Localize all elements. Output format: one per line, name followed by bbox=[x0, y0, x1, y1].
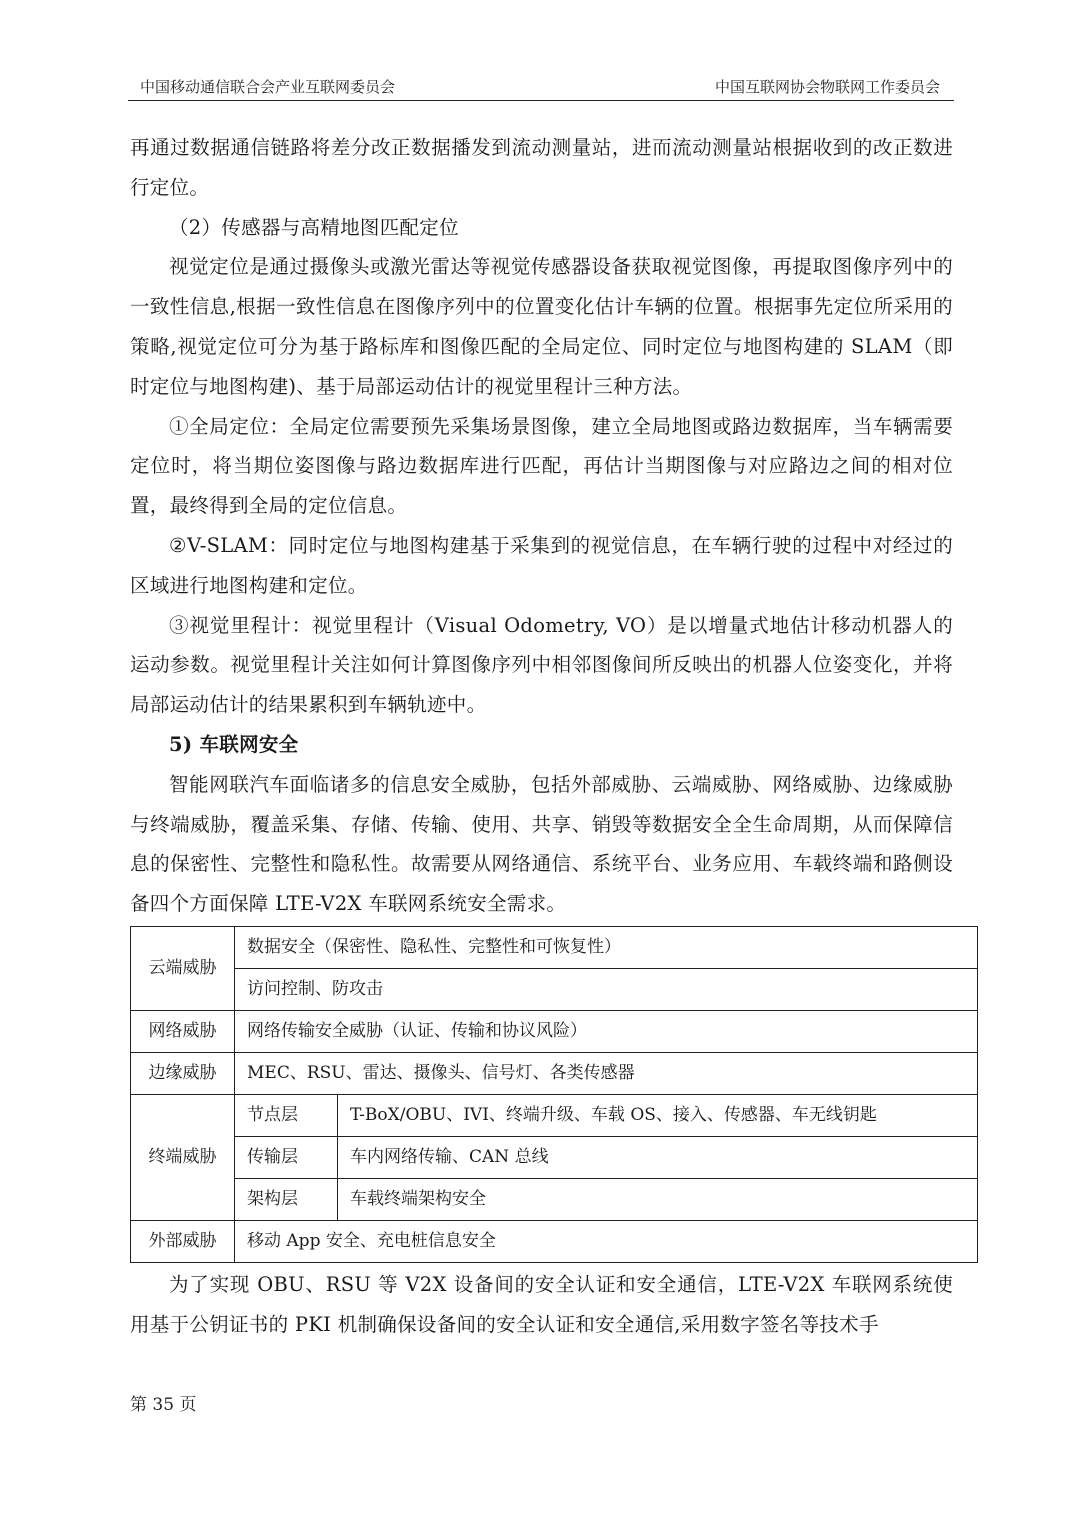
paragraph-visual-positioning: 视觉定位是通过摄像头或激光雷达等视觉传感器设备获取视觉图像，再提取图像序列中的一致性信息,根据一致性信息在图像序列中的位置变化估计车辆的位置。根据事先定位所采用的策略,视觉定位可分为基于路标库和图像匹配的全局定位、同时定位与地图构建的 SLAM（即时定位与地图构建)、基于局部运动估计的视觉里程计三种方法。 bbox=[130, 255, 953, 398]
table-row bbox=[131, 1220, 978, 1262]
cell-cloud-data-security: 数据安全（保密性、隐私性、完整性和可恢复性） bbox=[235, 926, 978, 968]
threat-table bbox=[130, 926, 978, 1263]
category-edge: 边缘威胁 bbox=[131, 1052, 235, 1094]
paragraph-vslam: ②V-SLAM：同时定位与地图构建基于采集到的视觉信息，在车辆行驶的过程中对经过的区域进行地图构建和定位。 bbox=[130, 533, 953, 597]
section-heading-v2x-security: 5) 车联网安全 bbox=[169, 732, 299, 756]
table-row bbox=[131, 926, 978, 968]
paragraph-pki: 为了实现 OBU、RSU 等 V2X 设备间的安全认证和安全通信，LTE-V2X 车联网系统使用基于公钥证书的 PKI 机制确保设备间的安全认证和安全通信,采用数字签名等技术手 bbox=[130, 1272, 953, 1336]
category-external: 外部威胁 bbox=[131, 1220, 235, 1262]
cell-architecture-desc: 车载终端架构安全 bbox=[338, 1178, 978, 1220]
layer-node: 节点层 bbox=[235, 1094, 338, 1136]
paragraph-security-threats: 智能网联汽车面临诸多的信息安全威胁，包括外部威胁、云端威胁、网络威胁、边缘威胁与终端威胁，覆盖采集、存储、传输、使用、共享、销毁等数据安全全生命周期，从而保障信息的保密性、完整性和隐私性。故需要从网络通信、系统平台、业务应用、车载终端和路侧设备四个方面保障 LTE-V2X 车联网系统安全需求。 bbox=[130, 772, 953, 916]
cell-cloud-access-control: 访问控制、防攻击 bbox=[235, 968, 978, 1010]
cell-external-app: 移动 App 安全、充电桩信息安全 bbox=[235, 1220, 978, 1262]
layer-architecture: 架构层 bbox=[235, 1178, 338, 1220]
page-number: 第 35 页 bbox=[130, 1395, 197, 1415]
paragraph-differential-correction: 再通过数据通信链路将差分改正数据播发到流动测量站，进而流动测量站根据收到的改正数进行定位。 bbox=[130, 136, 953, 199]
cell-network-transport: 网络传输安全威胁（认证、传输和协议风险） bbox=[235, 1010, 978, 1052]
layer-transport: 传输层 bbox=[235, 1136, 338, 1178]
document-body bbox=[130, 128, 953, 1345]
table-row bbox=[131, 1136, 978, 1178]
category-terminal: 终端威胁 bbox=[131, 1094, 235, 1220]
subheading-sensor-map-matching: （2）传感器与高精地图匹配定位 bbox=[169, 215, 459, 239]
table-row bbox=[131, 1052, 978, 1094]
table-row bbox=[131, 1094, 978, 1136]
table-row bbox=[131, 1178, 978, 1220]
paragraph-global-positioning: ①全局定位：全局定位需要预先采集场景图像，建立全局地图或路边数据库，当车辆需要定位时，将当期位姿图像与路边数据库进行匹配，再估计当期图像与对应路边之间的相对位置，最终得到全局的定位信息。 bbox=[130, 414, 953, 518]
cell-node-desc: T-BoX/OBU、IVI、终端升级、车载 OS、接入、传感器、车无线钥匙 bbox=[338, 1094, 978, 1136]
category-cloud: 云端威胁 bbox=[131, 926, 235, 1010]
table-row bbox=[131, 1010, 978, 1052]
header-right-org: 中国互联网协会物联网工作委员会 bbox=[714, 78, 940, 96]
page-header bbox=[128, 76, 954, 101]
table-row bbox=[131, 968, 978, 1010]
category-network: 网络威胁 bbox=[131, 1010, 235, 1052]
paragraph-visual-odometry: ③视觉里程计：视觉里程计（Visual Odometry, VO）是以增量式地估计移动机器人的运动参数。视觉里程计关注如何计算图像序列中相邻图像间所反映出的机器人位姿变化，并将局部运动估计的结果累积到车辆轨迹中。 bbox=[130, 613, 953, 717]
header-left-org: 中国移动通信联合会产业互联网委员会 bbox=[140, 78, 396, 96]
cell-transport-desc: 车内网络传输、CAN 总线 bbox=[338, 1136, 978, 1178]
cell-edge-devices: MEC、RSU、雷达、摄像头、信号灯、各类传感器 bbox=[235, 1052, 978, 1094]
